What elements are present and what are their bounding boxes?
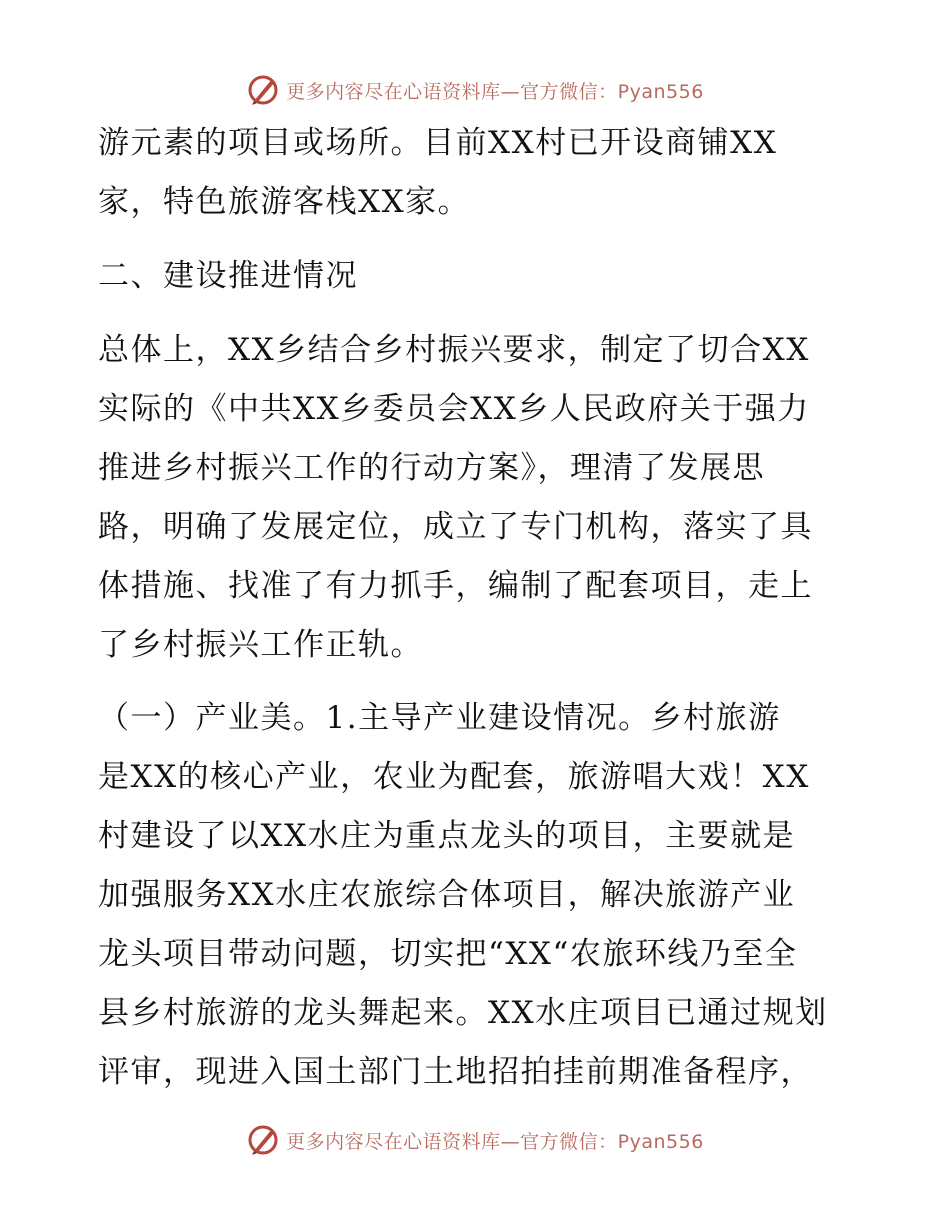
header-watermark: [0, 70, 950, 110]
body-line: 游元素的项目或场所。目前XX村已开设商铺XX: [98, 125, 778, 161]
watermark-text: 更多内容尽在心语资料库—官方微信：Pyan556: [286, 1130, 704, 1153]
body-line: 实际的《中共XX乡委员会XX乡人民政府关于强力: [98, 391, 810, 427]
section-heading: 二、建设推进情况: [98, 258, 358, 294]
body-line: 家，特色旅游客栈XX家。: [98, 184, 471, 220]
pen-logo-icon: [246, 73, 280, 107]
watermark-text: 更多内容尽在心语资料库—官方微信：Pyan556: [286, 80, 704, 103]
body-line: 路，明确了发展定位，成立了专门机构，落实了具: [98, 509, 813, 545]
body-line: 龙头项目带动问题，切实把“XX“农旅环线乃至全: [98, 936, 798, 972]
body-line: 总体上，XX乡结合乡村振兴要求，制定了切合XX: [98, 332, 810, 368]
body-line: 县乡村旅游的龙头舞起来。XX水庄项目已通过规划: [98, 995, 828, 1031]
footer-watermark: [0, 1120, 950, 1160]
body-line: 推进乡村振兴工作的行动方案》，理清了发展思: [98, 450, 765, 486]
body-line: 体措施、找准了有力抓手，编制了配套项目，走上: [98, 568, 813, 604]
body-line: 是XX的核心产业，农业为配套，旅游唱大戏！XX: [98, 759, 810, 795]
body-line: 加强服务XX水庄农旅综合体项目，解决旅游产业: [98, 877, 796, 913]
body-line: 村建设了以XX水庄为重点龙头的项目，主要就是: [98, 818, 796, 854]
subsection-line: （一）产业美。1.主导产业建设情况。乡村旅游: [98, 700, 781, 736]
pen-logo-icon: [246, 1123, 280, 1157]
body-line: 评审，现进入国土部门土地招拍挂前期准备程序，: [98, 1054, 813, 1090]
body-line: 了乡村振兴工作正轨。: [98, 627, 423, 663]
